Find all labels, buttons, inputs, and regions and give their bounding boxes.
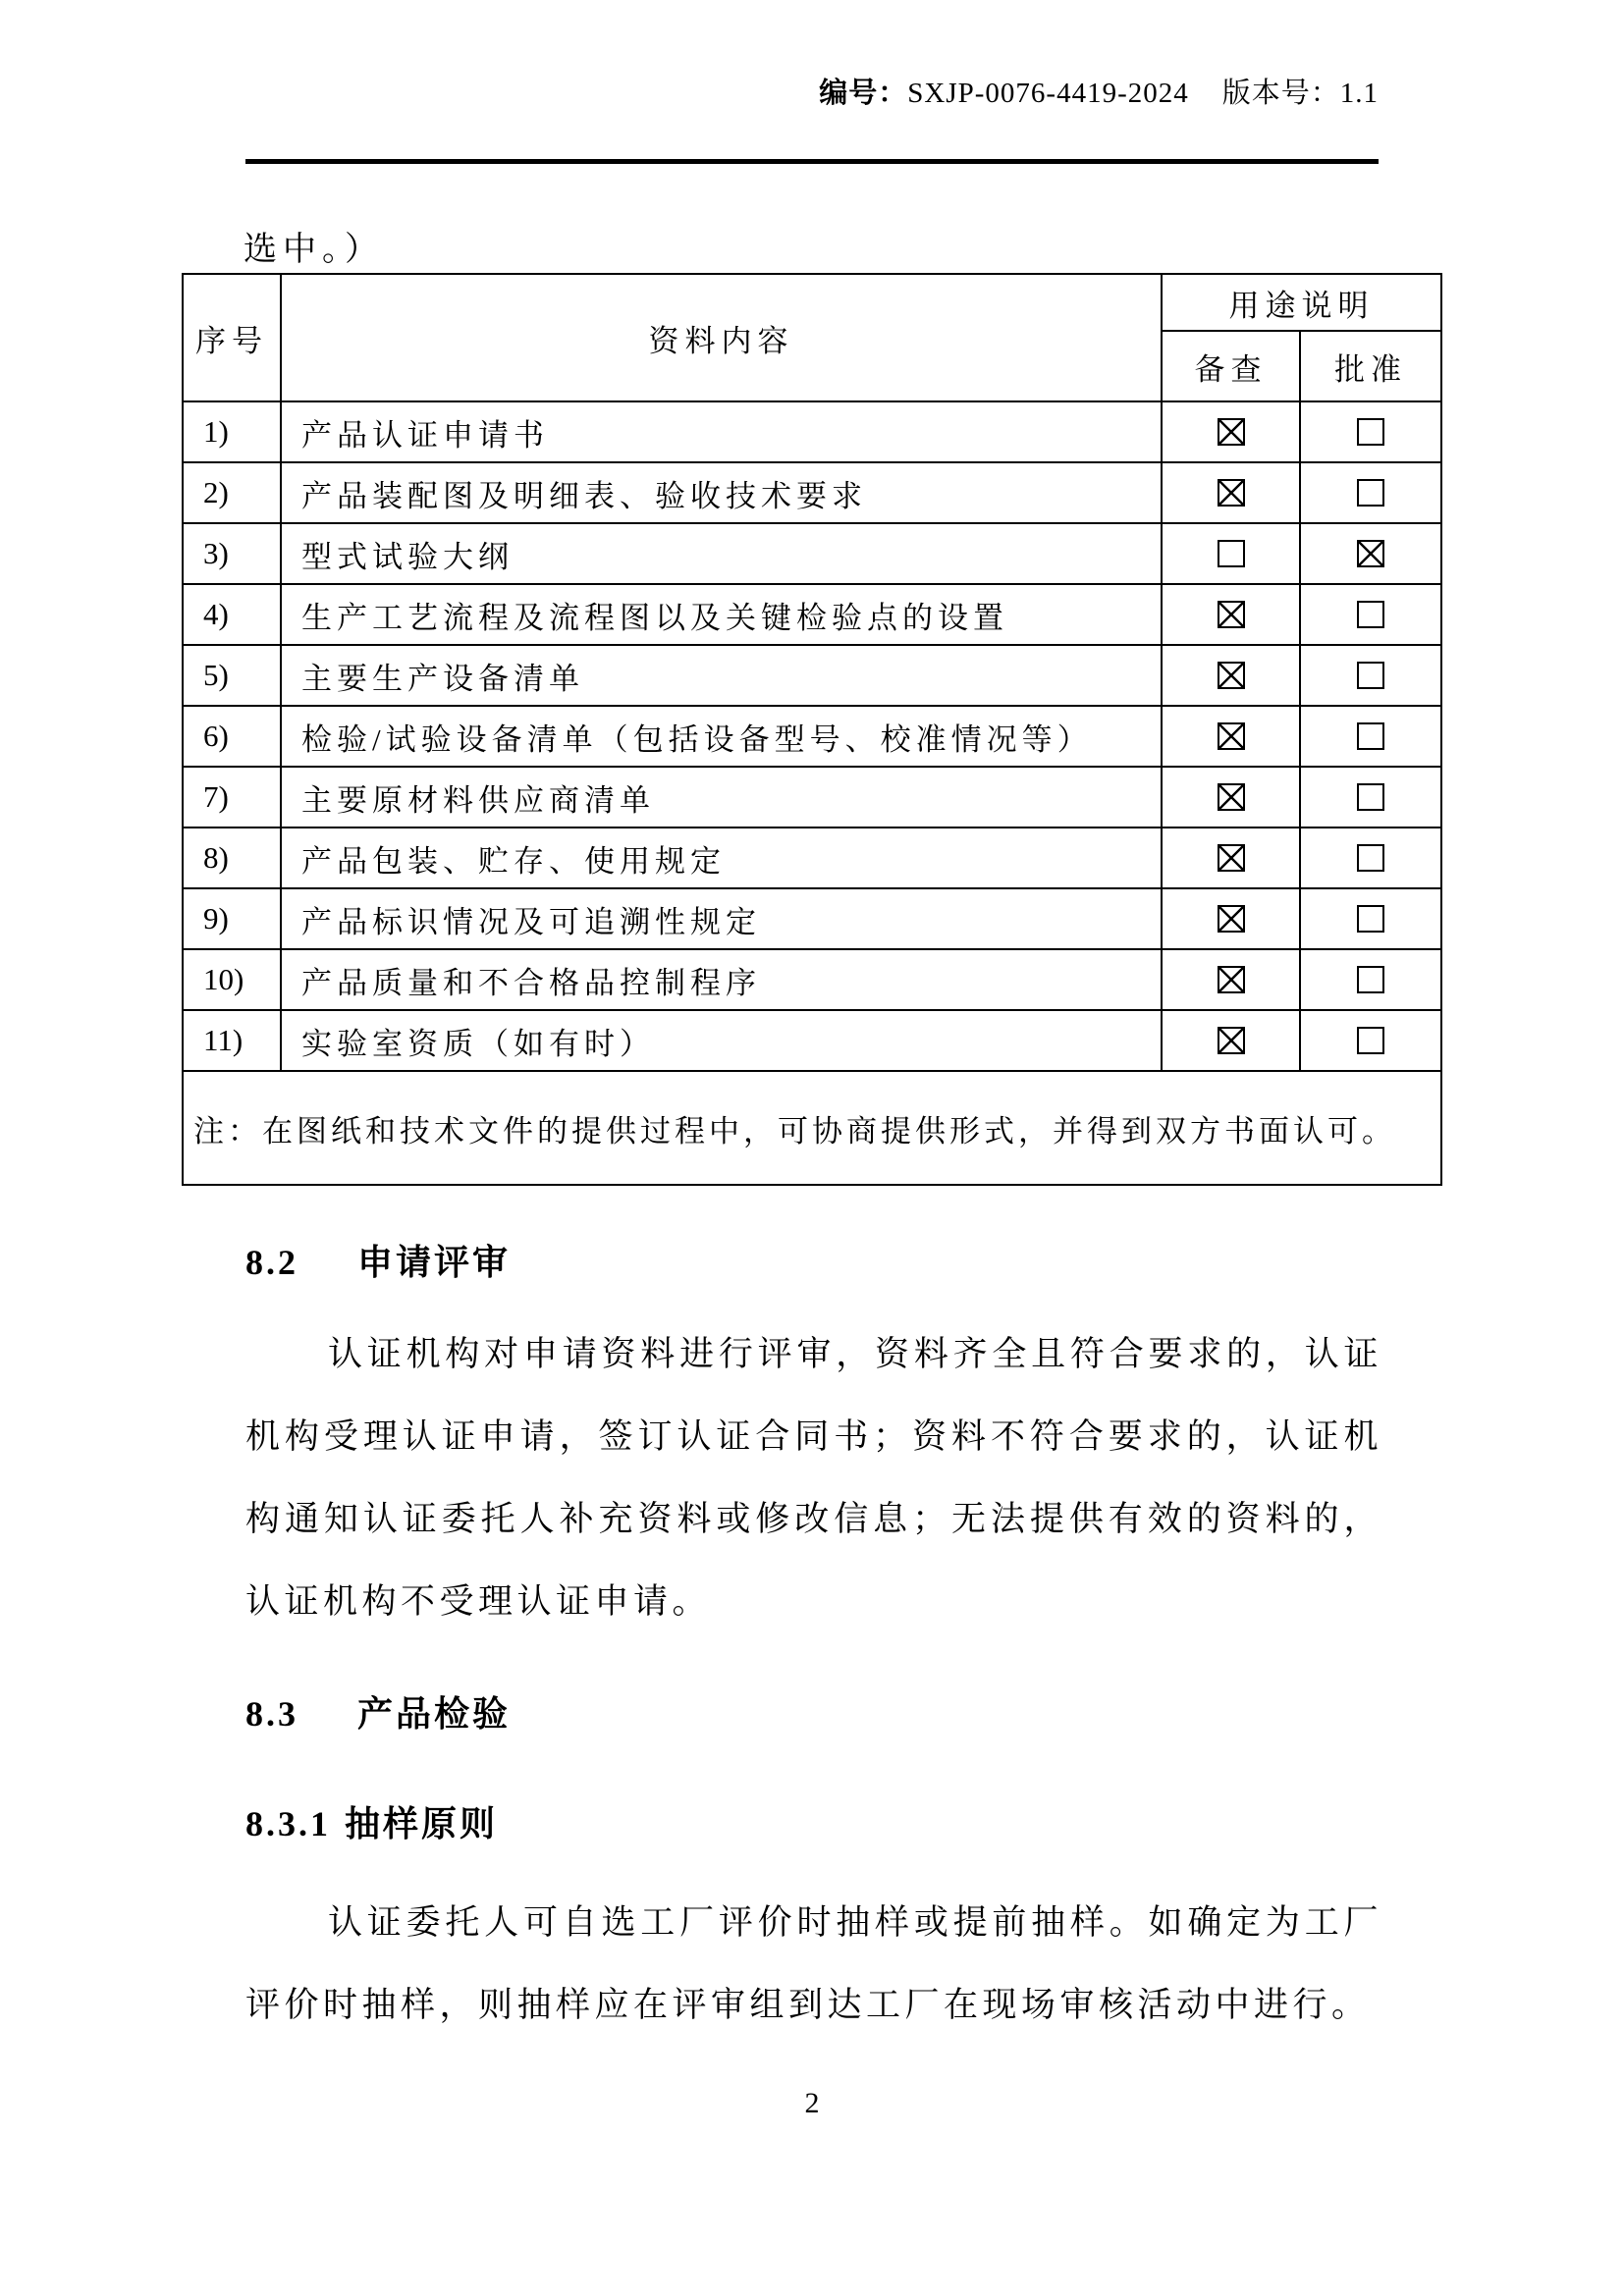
section-title: 产品检验: [357, 1694, 512, 1734]
approval-checkbox-icon: [1357, 662, 1384, 689]
row-content: 产品质量和不合格品控制程序: [281, 949, 1162, 1010]
approval-checkbox-icon: [1357, 418, 1384, 446]
col-header-for-record: 备查: [1162, 331, 1300, 401]
for-record-cell: [1162, 767, 1300, 828]
table-row: [183, 767, 1441, 828]
for-approval-cell: [1300, 767, 1441, 828]
doc-number-label: 编号：: [819, 78, 908, 109]
version-value: 1.1: [1339, 78, 1379, 109]
row-index: 3): [183, 523, 281, 584]
section-title: 抽样原则: [345, 1804, 499, 1843]
section-number: 8.3: [245, 1694, 298, 1734]
version-label: 版本号：: [1221, 78, 1340, 109]
section-number: 8.3.1: [245, 1804, 331, 1843]
record-checkbox-icon: [1218, 662, 1245, 689]
intro-tail-text: 选中。）: [244, 232, 384, 268]
for-record-cell: [1162, 706, 1300, 767]
for-record-cell: [1162, 949, 1300, 1010]
record-checkbox-icon: [1218, 722, 1245, 750]
for-approval-cell: [1300, 1010, 1441, 1071]
record-checkbox-icon: [1218, 966, 1245, 993]
row-index: 1): [183, 401, 281, 462]
row-content: 产品标识情况及可追溯性规定: [281, 888, 1162, 949]
for-record-cell: [1162, 523, 1300, 584]
section-number: 8.2: [245, 1243, 298, 1282]
for-record-cell: [1162, 888, 1300, 949]
row-index: 4): [183, 584, 281, 645]
for-approval-cell: [1300, 462, 1441, 523]
for-record-cell: [1162, 401, 1300, 462]
row-content: 检验/试验设备清单（包括设备型号、校准情况等）: [281, 706, 1162, 767]
for-approval-cell: [1300, 888, 1441, 949]
approval-checkbox-icon: [1357, 722, 1384, 750]
table-row: [183, 462, 1441, 523]
row-content: 主要原材料供应商清单: [281, 767, 1162, 828]
for-record-cell: [1162, 1010, 1300, 1071]
row-index: 10): [183, 949, 281, 1010]
row-content: 型式试验大纲: [281, 523, 1162, 584]
record-checkbox-icon: [1218, 418, 1245, 446]
for-approval-cell: [1300, 706, 1441, 767]
row-content: 实验室资质（如有时）: [281, 1010, 1162, 1071]
for-approval-cell: [1300, 401, 1441, 462]
row-index: 5): [183, 645, 281, 706]
row-content: 产品装配图及明细表、验收技术要求: [281, 462, 1162, 523]
record-checkbox-icon: [1218, 601, 1245, 628]
table-header-row-1: [183, 274, 1441, 331]
approval-checkbox-icon: [1357, 601, 1384, 628]
doc-number-value: SXJP-0076-4419-2024: [907, 78, 1189, 109]
section-title: 申请评审: [357, 1243, 512, 1282]
record-checkbox-icon: [1218, 783, 1245, 811]
table-row: [183, 949, 1441, 1010]
table-row: [183, 1010, 1441, 1071]
header-divider-line: [245, 159, 1379, 164]
for-approval-cell: [1300, 645, 1441, 706]
document-code-header: [819, 71, 1379, 111]
for-approval-cell: [1300, 949, 1441, 1010]
for-record-cell: [1162, 584, 1300, 645]
for-approval-cell: [1300, 523, 1441, 584]
col-header-usage: 用途说明: [1162, 274, 1441, 331]
record-checkbox-icon: [1218, 905, 1245, 933]
row-index: 2): [183, 462, 281, 523]
col-header-index: 序号: [183, 274, 281, 401]
table-row: [183, 523, 1441, 584]
table-row: [183, 401, 1441, 462]
col-header-content: 资料内容: [281, 274, 1162, 401]
materials-table: [182, 273, 1442, 1186]
for-approval-cell: [1300, 828, 1441, 888]
row-index: 8): [183, 828, 281, 888]
for-record-cell: [1162, 828, 1300, 888]
approval-checkbox-icon: [1357, 783, 1384, 811]
table-row: [183, 888, 1441, 949]
col-header-for-approval: 批准: [1300, 331, 1441, 401]
row-index: 9): [183, 888, 281, 949]
record-checkbox-icon: [1218, 844, 1245, 872]
for-approval-cell: [1300, 584, 1441, 645]
approval-checkbox-icon: [1357, 966, 1384, 993]
row-content: 产品包装、贮存、使用规定: [281, 828, 1162, 888]
approval-checkbox-icon: [1357, 844, 1384, 872]
row-content: 生产工艺流程及流程图以及关键检验点的设置: [281, 584, 1162, 645]
table-row: [183, 645, 1441, 706]
row-index: 7): [183, 767, 281, 828]
table-note-row: [183, 1071, 1441, 1185]
approval-checkbox-icon: [1357, 479, 1384, 507]
row-index: 11): [183, 1010, 281, 1071]
page-number: 2: [804, 2087, 820, 2119]
approval-checkbox-icon: [1357, 540, 1384, 567]
section-8-2-paragraph: 认证机构对申请资料进行评审，资料齐全且符合要求的，认证机构受理认证申请，签订认证合同书；资料不符合要求的，认证机构通知认证委托人补充资料或修改信息；无法提供有效的资料的，认证机构不受理认证申请。: [245, 1335, 1382, 1621]
section-heading-8-2: [245, 1235, 511, 1285]
row-content: 主要生产设备清单: [281, 645, 1162, 706]
table-row: [183, 584, 1441, 645]
record-checkbox-icon: [1218, 1027, 1245, 1054]
table-row: [183, 706, 1441, 767]
table-row: [183, 828, 1441, 888]
section-heading-8-3: [245, 1686, 511, 1736]
for-record-cell: [1162, 462, 1300, 523]
record-checkbox-icon: [1218, 479, 1245, 507]
section-heading-8-3-1: [245, 1796, 498, 1846]
table-note-text: 注：在图纸和技术文件的提供过程中，可协商提供形式，并得到双方书面认可。: [183, 1071, 1441, 1185]
row-content: 产品认证申请书: [281, 401, 1162, 462]
table-body: [183, 401, 1441, 1071]
approval-checkbox-icon: [1357, 1027, 1384, 1054]
section-8-3-1-paragraph: 认证委托人可自选工厂评价时抽样或提前抽样。如确定为工厂评价时抽样，则抽样应在评审组到达工厂在现场审核活动中进行。: [245, 1903, 1382, 2024]
record-checkbox-icon: [1218, 540, 1245, 567]
row-index: 6): [183, 706, 281, 767]
approval-checkbox-icon: [1357, 905, 1384, 933]
for-record-cell: [1162, 645, 1300, 706]
